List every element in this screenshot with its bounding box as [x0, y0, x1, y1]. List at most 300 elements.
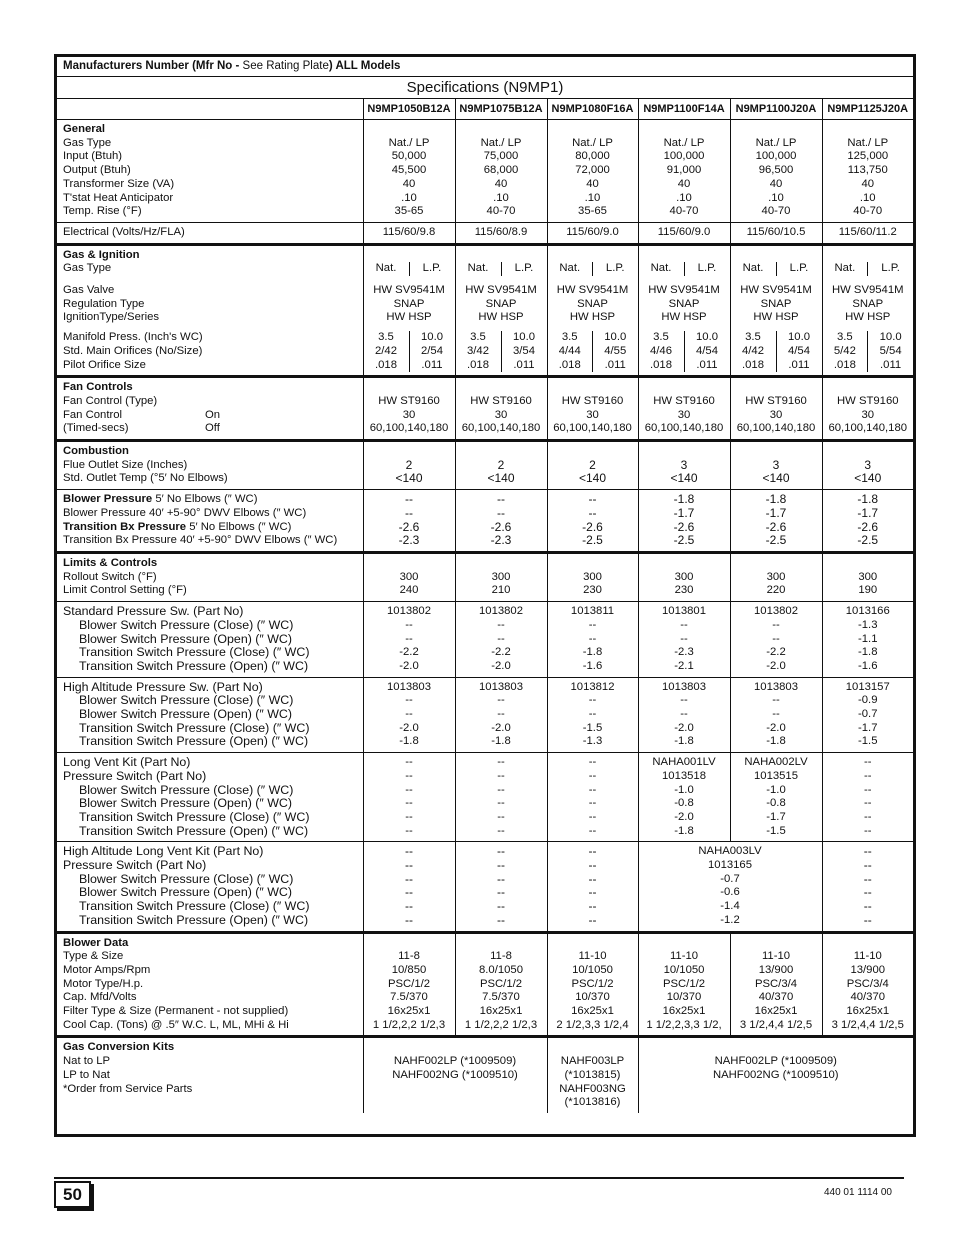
section-row — [57, 441, 913, 490]
label-sub: On — [205, 408, 221, 421]
value: -2.0 — [491, 659, 511, 672]
value: HW ST9160 — [561, 394, 624, 407]
value: 7.5/370 — [390, 991, 428, 1004]
nat-value: .018 — [639, 359, 685, 373]
nat-value: .018 — [823, 359, 869, 373]
value: NAHA003LV — [698, 845, 762, 858]
value: -- — [588, 885, 597, 900]
value: -- — [588, 632, 597, 645]
value: -- — [588, 844, 597, 859]
merged-kit-cell — [638, 842, 822, 932]
value: -- — [497, 769, 505, 782]
value: 190 — [858, 584, 878, 597]
value: SNAP — [760, 297, 792, 310]
value-cell — [730, 753, 822, 842]
model-header: N9MP1080F16A — [547, 99, 638, 120]
nat-lp-values — [639, 359, 730, 373]
value: -0.9 — [858, 694, 878, 707]
document-number: 440 01 1114 00 — [823, 1187, 892, 1198]
row-label: Standard Pressure Sw. (Part No) — [63, 604, 244, 619]
high_alt_pressure-labels — [57, 677, 363, 753]
model-header: N9MP1125J20A — [822, 99, 913, 120]
value: -1.7 — [858, 721, 878, 734]
nat-label: Nat. — [823, 262, 869, 276]
value: 16x25x1 — [571, 1005, 614, 1018]
value: PSC/1/2 — [662, 977, 706, 990]
nat-lp-values — [639, 345, 730, 359]
value: 3 — [772, 457, 780, 472]
value: -- — [588, 492, 597, 507]
spec-sheet — [54, 54, 916, 1137]
value: -1.4 — [720, 900, 740, 913]
value-cell — [547, 677, 638, 753]
gas-ignition-labels — [57, 244, 363, 377]
row-label: Blower Switch Pressure (Close) (″ WC) — [79, 617, 294, 632]
value-cell — [547, 753, 638, 842]
value: 16x25x1 — [479, 1005, 523, 1018]
combustion-labels — [57, 441, 363, 490]
value-cell — [638, 552, 730, 601]
value: 60,100,140,180 — [369, 422, 449, 435]
value: 1013803 — [479, 680, 523, 693]
value-cell — [455, 120, 547, 223]
value-cell — [638, 244, 730, 377]
row-label: Transition Switch Pressure (Close) (″ WC) — [79, 645, 310, 660]
value: HW HSP — [845, 311, 891, 324]
value-cell — [730, 552, 822, 601]
value: -- — [588, 824, 597, 837]
row-label: *Order from Service Parts — [63, 1082, 193, 1095]
value: 300 — [674, 570, 694, 583]
section-row — [57, 932, 913, 1037]
conversion-labels — [57, 1037, 363, 1113]
row-label: IgnitionType/Series — [63, 311, 160, 324]
lp-label: L.P. — [605, 262, 625, 275]
value: HW HSP — [753, 311, 799, 324]
row-label — [63, 493, 363, 507]
value: -- — [405, 769, 413, 782]
value-cell — [547, 441, 638, 490]
value: 300 — [399, 570, 419, 583]
footer-rule — [54, 1177, 904, 1179]
nat-value: 3/42 — [456, 345, 502, 359]
value: <140 — [670, 471, 698, 486]
row-label: T'stat Heat Anticipator — [63, 191, 174, 204]
value: -1.7 — [766, 810, 786, 823]
value: 1013515 — [754, 769, 798, 782]
nat-value: .018 — [548, 359, 594, 373]
value: -- — [497, 694, 505, 707]
row-label: Blower Switch Pressure (Open) (″ WC) — [79, 885, 293, 900]
value: -1.8 — [399, 735, 419, 748]
section-row — [57, 1037, 913, 1113]
value: 1013801 — [662, 605, 706, 618]
value: 40-70 — [486, 205, 516, 218]
value-cell — [638, 753, 730, 842]
value: -1.8 — [674, 735, 694, 748]
value-cell — [730, 602, 822, 678]
row-label: Motor Amps/Rpm — [63, 963, 151, 976]
value: 1013166 — [845, 605, 890, 618]
value: -2.0 — [399, 721, 419, 734]
value: 96,500 — [758, 164, 794, 177]
row-label: Std. Outlet Temp (°5′ No Elbows) — [63, 472, 228, 485]
value: 40-70 — [669, 205, 699, 218]
value-cell — [363, 441, 455, 490]
value-cell — [455, 441, 547, 490]
row-label: Transition Switch Pressure (Close) (″ WC) — [79, 809, 310, 824]
value: NAHA002LV — [744, 756, 808, 769]
value: 45,500 — [391, 164, 427, 177]
nat-value: 4/46 — [639, 345, 685, 359]
value: -- — [405, 783, 413, 796]
value: 240 — [399, 584, 419, 597]
value-cell — [547, 602, 638, 678]
value-cell — [547, 490, 638, 553]
value: -- — [405, 694, 413, 707]
value-cell — [822, 441, 913, 490]
value: -1.0 — [766, 783, 786, 796]
value-cell — [547, 244, 638, 377]
std_pressure-labels — [57, 602, 363, 678]
value: -- — [405, 708, 413, 721]
section-row — [57, 552, 913, 601]
value: -2.6 — [490, 519, 512, 534]
nat-lp-values — [364, 359, 455, 373]
section-title: General — [63, 123, 106, 135]
value-cell — [363, 377, 455, 441]
value: 30 — [861, 408, 875, 421]
value: -1.8 — [674, 824, 694, 837]
value-cell — [730, 244, 822, 377]
value-cell — [363, 120, 455, 223]
section-title: Fan Controls — [63, 381, 133, 394]
label-rest: 5′ No Elbows (″ WC) — [189, 520, 292, 533]
value: 1013802 — [387, 605, 431, 618]
row-label: Pressure Switch (Part No) — [63, 768, 207, 783]
lp-value: 5/54 — [879, 344, 902, 357]
value: 13/900 — [850, 963, 886, 976]
value: -1.3 — [858, 618, 878, 631]
value-cell — [822, 377, 913, 441]
value: -- — [863, 844, 872, 859]
value: 30 — [402, 408, 416, 421]
row-label: Flue Outlet Size (Inches) — [63, 458, 188, 471]
row-label: Limit Control Setting (°F) — [63, 584, 187, 597]
value: -2.2 — [399, 646, 419, 659]
value: SNAP — [852, 297, 884, 310]
value: -0.6 — [720, 886, 740, 899]
lp-label: L.P. — [422, 262, 442, 275]
general-labels — [57, 120, 363, 223]
value: 75,000 — [483, 150, 519, 163]
label-rest: Blower Pressure 40′ +5-90° DWV Elbows (″ WC) — [63, 506, 307, 519]
value-cell — [363, 244, 455, 377]
nat-value: 3.5 — [639, 331, 685, 345]
row-label: Cool Cap. (Tons) @ .5″ W.C. L, ML, MHi & Hi — [63, 1018, 289, 1031]
value: -- — [588, 756, 597, 769]
value: -2.6 — [398, 519, 420, 534]
value-cell — [455, 490, 547, 553]
value: 115/60/9.0 — [657, 225, 711, 238]
value-cell — [638, 490, 730, 553]
label-rest: Transition Bx Pressure 40′ +5-90° DWV Elbows (″ WC) — [63, 534, 338, 547]
value: -- — [588, 858, 597, 873]
section-row — [57, 602, 913, 678]
value: -2.2 — [491, 646, 511, 659]
value: -- — [863, 858, 872, 873]
value: -- — [497, 885, 505, 900]
value: -2.3 — [490, 533, 512, 548]
row-label: Blower Switch Pressure (Close) (″ WC) — [79, 782, 294, 797]
value-cell — [455, 842, 547, 932]
value: NAHA001LV — [652, 756, 716, 769]
value: -- — [497, 844, 505, 859]
row-label: Transition Switch Pressure (Close) (″ WC) — [79, 899, 310, 914]
value: -1.5 — [766, 824, 786, 837]
value-cell — [730, 120, 822, 223]
lp-value: .011 — [513, 358, 535, 371]
value: 1013518 — [662, 769, 706, 782]
value-cell — [638, 222, 730, 244]
value: 1013812 — [570, 680, 615, 693]
row-label: Gas Valve — [63, 284, 115, 297]
model-header-row — [57, 99, 913, 120]
row-label: High Altitude Long Vent Kit (Part No) — [63, 844, 264, 859]
value: -1.5 — [858, 735, 878, 748]
value: (*1013816) — [564, 1096, 621, 1109]
value: -2.5 — [673, 533, 695, 548]
value: 3 — [864, 457, 872, 472]
section-row — [57, 490, 913, 553]
spec-table — [57, 99, 913, 1113]
value: .10 — [401, 191, 417, 204]
value: 60,100,140,180 — [828, 422, 908, 435]
value-cell — [363, 753, 455, 842]
nat-lp-split — [639, 262, 730, 276]
value: HW HSP — [478, 311, 524, 324]
nat-lp-values — [548, 331, 638, 345]
value: 113,750 — [847, 164, 888, 177]
row-label: Pilot Orifice Size — [63, 358, 146, 371]
blower_pressure-labels — [57, 490, 363, 553]
value: -- — [497, 912, 505, 927]
value-cell — [455, 602, 547, 678]
value: -2.5 — [765, 533, 787, 548]
section-title: Limits & Controls — [63, 556, 158, 569]
value: 13/900 — [758, 963, 794, 976]
value-cell — [822, 244, 913, 377]
value: -- — [405, 858, 413, 873]
value: NAHF002LP (*1009509) — [714, 1055, 837, 1068]
nat-lp-split — [364, 262, 455, 276]
value: -0.7 — [720, 872, 740, 885]
value: 40 — [677, 177, 691, 190]
value: -- — [405, 797, 413, 810]
value: 11-10 — [761, 950, 791, 963]
value: 30 — [586, 408, 599, 421]
value: <140 — [578, 471, 607, 486]
value: HW SV9541M — [831, 284, 904, 297]
value: -2.0 — [674, 721, 694, 734]
row-label: Std. Main Orifices (No/Size) — [63, 344, 203, 357]
value: -1.8 — [673, 492, 695, 507]
value: Nat./ LP — [847, 136, 889, 149]
value: PSC/3/4 — [846, 977, 889, 990]
value: 10/1050 — [572, 963, 613, 976]
value: HW SV9541M — [740, 284, 812, 297]
value: <140 — [762, 471, 790, 486]
value: 30 — [677, 408, 691, 421]
value-cell — [730, 222, 822, 244]
value: <140 — [854, 471, 882, 486]
label-sub: Off — [205, 422, 220, 435]
value: 11-8 — [398, 950, 420, 963]
value: -2.6 — [673, 519, 695, 534]
value: 16x25x1 — [662, 1005, 706, 1018]
row-label: Transition Switch Pressure (Open) (″ WC) — [79, 658, 309, 673]
nat-value: 4/42 — [731, 345, 777, 359]
row-label: Regulation Type — [63, 297, 145, 310]
value: PSC/1/2 — [571, 977, 614, 990]
value: 16x25x1 — [754, 1005, 798, 1018]
value: 230 — [674, 584, 694, 597]
lp-value: .011 — [421, 358, 443, 371]
row-label: Blower Switch Pressure (Close) (″ WC) — [79, 693, 294, 708]
value: NAHF003NG — [559, 1082, 626, 1095]
value: -- — [497, 871, 505, 886]
row-label: Input (Btuh) — [63, 150, 123, 163]
nat-lp-split — [731, 262, 822, 276]
row-label: LP to Nat — [63, 1068, 110, 1081]
value: -- — [497, 618, 505, 631]
row-label: Blower Switch Pressure (Open) (″ WC) — [79, 631, 293, 646]
value-cell — [363, 842, 455, 932]
row-label: Transition Switch Pressure (Close) (″ WC) — [79, 720, 310, 735]
value: 1013165 — [708, 859, 752, 872]
value: 40 — [769, 177, 783, 190]
value: -- — [863, 824, 872, 837]
value: -- — [588, 899, 597, 914]
lp-value: 4/55 — [604, 344, 627, 357]
value: -- — [497, 797, 505, 810]
value: -1.8 — [765, 492, 787, 507]
value: -- — [405, 618, 413, 631]
value: 60,100,140,180 — [461, 422, 541, 435]
nat-lp-values — [364, 331, 455, 345]
row-label: Blower Switch Pressure (Close) (″ WC) — [79, 871, 294, 886]
value: 10/370 — [666, 991, 702, 1004]
lp-label: L.P. — [514, 262, 534, 275]
value-cell — [822, 490, 913, 553]
value: PSC/3/4 — [754, 977, 798, 990]
value: -- — [863, 885, 872, 900]
value: -- — [405, 885, 413, 900]
value: -- — [405, 632, 413, 645]
value-cell — [547, 552, 638, 601]
nat-label: Nat. — [548, 262, 594, 276]
value: 1013803 — [754, 680, 798, 693]
row-label: Pressure Switch (Part No) — [63, 858, 207, 873]
value-cell — [822, 753, 913, 842]
row-label: Nat to LP — [63, 1055, 111, 1068]
value-cell — [547, 842, 638, 932]
value: 30 — [494, 408, 508, 421]
nat-lp-split — [548, 262, 638, 276]
row-label: Transformer Size (VA) — [63, 177, 175, 190]
value: <140 — [487, 471, 515, 486]
value: -1.6 — [858, 659, 878, 672]
long_vent-labels — [57, 753, 363, 842]
value: -- — [405, 810, 413, 823]
value-cell — [638, 441, 730, 490]
value-cell — [730, 932, 822, 1037]
value: -- — [863, 797, 872, 810]
row-label: Blower Switch Pressure (Open) (″ WC) — [79, 707, 293, 722]
value: 11-8 — [490, 950, 512, 963]
value: Nat./ LP — [663, 136, 705, 149]
limits-labels — [57, 552, 363, 601]
value-cell — [547, 120, 638, 223]
nat-lp-values — [823, 359, 914, 373]
value: -1.7 — [673, 505, 695, 520]
value: -2.0 — [674, 810, 694, 823]
value: -2.2 — [766, 646, 786, 659]
value: -- — [497, 824, 505, 837]
value: HW ST9160 — [378, 394, 440, 407]
row-label: Blower Switch Pressure (Open) (″ WC) — [79, 796, 293, 811]
value: -- — [405, 824, 413, 837]
value: 300 — [858, 570, 878, 583]
value: Nat./ LP — [755, 136, 797, 149]
value: -- — [863, 769, 872, 782]
lp-value: 3/54 — [513, 344, 535, 357]
value: .10 — [768, 191, 784, 204]
value: 115/60/8.9 — [474, 225, 528, 238]
value: -1.3 — [582, 735, 603, 748]
row-label: Cap. Mfd/Volts — [63, 991, 137, 1004]
value: 40 — [402, 177, 416, 190]
value: 300 — [583, 570, 602, 583]
row-label: High Altitude Pressure Sw. (Part No) — [63, 679, 263, 694]
kit-group-2 — [547, 1037, 638, 1113]
blower-data-labels — [57, 932, 363, 1037]
value: -- — [497, 899, 505, 914]
nat-value: .018 — [731, 359, 777, 373]
row-label — [63, 422, 363, 436]
value: -- — [405, 756, 413, 769]
lp-label: L.P. — [881, 262, 900, 275]
value: 3 — [680, 457, 688, 472]
value-cell — [455, 377, 547, 441]
nat-lp-values — [364, 345, 455, 359]
value: -- — [497, 632, 505, 645]
value: 80,000 — [575, 150, 610, 163]
value: PSC/1/2 — [387, 977, 431, 990]
row-label: Type & Size — [63, 950, 124, 963]
value: 60,100,140,180 — [736, 422, 816, 435]
row-label — [63, 534, 363, 548]
lp-value: 10.0 — [696, 331, 718, 344]
lp-value: 10.0 — [604, 331, 627, 344]
nat-lp-values — [456, 359, 547, 373]
value: -- — [497, 708, 505, 721]
value-cell — [822, 677, 913, 753]
value: NAHF002NG (*1009510) — [712, 1068, 839, 1081]
row-label: Temp. Rise (°F) — [63, 205, 142, 218]
value-cell — [547, 377, 638, 441]
value: 115/60/9.8 — [382, 225, 436, 238]
